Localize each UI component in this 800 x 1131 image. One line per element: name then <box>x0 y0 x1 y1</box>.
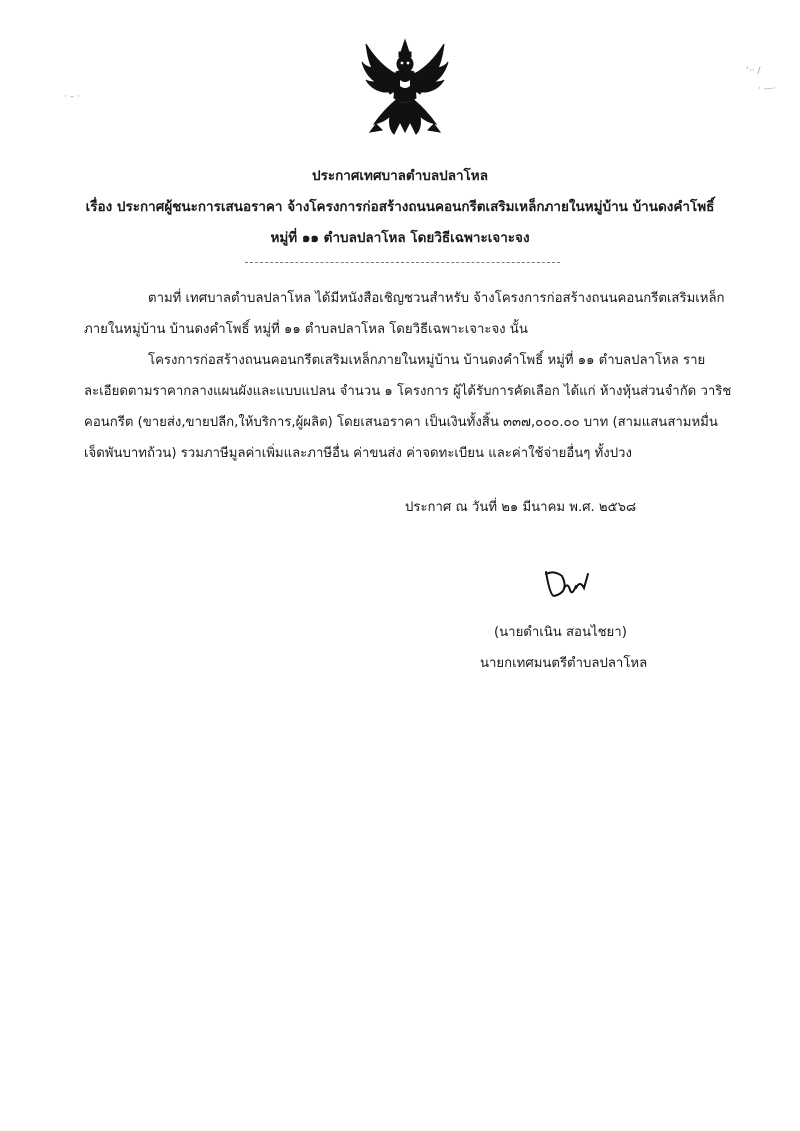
subject-line-1: เรื่อง ประกาศผู้ชนะการเสนอราคา จ้างโครงการก่อสร้างถนนคอนกรีตเสริมเหล็กภายในหมู่บ้าน บ้านดงคำโพธิ์ <box>85 199 715 215</box>
handwritten-signature <box>540 566 600 602</box>
subject-line-2: หมู่ที่ ๑๑ ตำบลปลาโหล โดยวิธีเฉพาะเจาะจง <box>270 230 530 246</box>
scan-speck: · —· <box>758 84 776 94</box>
announcement-date: ประกาศ ณ วันที่ ๒๑ มีนาคม พ.ศ. ๒๕๖๘ <box>405 500 637 515</box>
para2-line1: โครงการก่อสร้างถนนคอนกรีตเสริมเหล็กภายในหมู่บ้าน บ้านดงคำโพธิ์ หมู่ที่ ๑๑ ตำบลปลาโหล ราย <box>148 353 706 368</box>
issuer-heading: ประกาศเทศบาลตำบลปลาโหล <box>312 168 488 184</box>
para2-line3: คอนกรีต (ขายส่ง,ขายปลีก,ให้บริการ,ผู้ผลิต) โดยเสนอราคา เป็นเงินทั้งสิ้น ๓๓๗,๐๐๐.๐๐ บาท (สามแสนสามหมื่น <box>84 415 718 430</box>
garuda-emblem <box>360 36 450 138</box>
para2-line4: เจ็ดพันบาทถ้วน) รวมภาษีมูลค่าเพิ่มและภาษีอื่น ค่าขนส่ง ค่าจดทะเบียน และค่าใช้จ่ายอื่นๆ ทั้งปวง <box>84 446 632 461</box>
signatory-name: (นายดำเนิน สอนไชยา) <box>494 625 627 640</box>
para2-line2: ละเอียดตามราคากลางแผนผังและแบบแปลน จำนวน ๑ โครงการ ผู้ได้รับการคัดเลือก ได้แก่ ห้างหุ้นส่วนจำกัด วาริช <box>84 384 732 399</box>
signatory-position: นายกเทศมนตรีตำบลปลาโหล <box>480 656 648 671</box>
divider <box>245 262 560 263</box>
scan-speck: · – · <box>64 92 80 102</box>
para1-line2: ภายในหมู่บ้าน บ้านดงคำโพธิ์ หมู่ที่ ๑๑ ตำบลปลาโหล โดยวิธีเฉพาะเจาะจง นั้น <box>84 322 528 337</box>
para1-line1: ตามที่ เทศบาลตำบลปลาโหล ได้มีหนังสือเชิญชวนสำหรับ จ้างโครงการก่อสร้างถนนคอนกรีตเสริมเหล็ก <box>148 291 725 306</box>
scan-speck: ‘·· / <box>746 66 761 76</box>
